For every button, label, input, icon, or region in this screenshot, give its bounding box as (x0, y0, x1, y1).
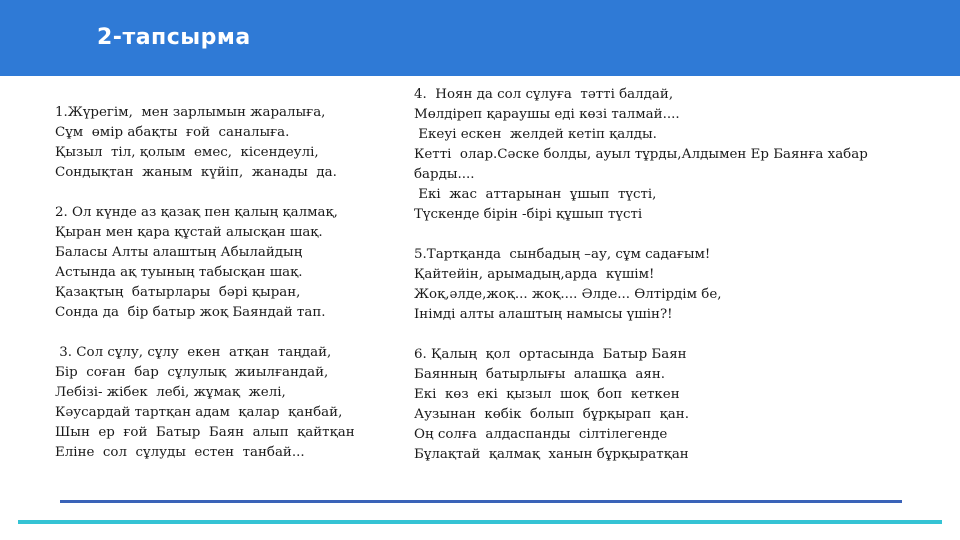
verse-line: Баласы Алты алаштың Абылайдың (55, 245, 303, 260)
verse-line: Қайтейін, арымадың,арда күшім! (414, 267, 655, 282)
verse-5 (414, 245, 914, 325)
verse-gap (414, 225, 914, 245)
verse-line: Қазақтың батырлары бәрі қыран, (55, 285, 301, 300)
slide-title: 2-тапсырма (97, 25, 251, 50)
poem-right-column (414, 85, 914, 465)
poem-left-column (55, 103, 395, 463)
verse-line: Сонда да бір батыр жоқ Баяндай тап. (55, 305, 326, 320)
verse-line: Оң солға алдаспанды сілтілегенде (414, 427, 668, 442)
footer-divider-teal (18, 520, 942, 524)
verse-line: 6. Қалың қол ортасында Батыр Баян (414, 347, 687, 362)
verse-line: Жоқ,әлде,жоқ... жоқ.... Әлде... Өлтірдім бе, (414, 287, 722, 302)
verse-line: Екеуі ескен желдей кетіп қалды. (414, 127, 657, 142)
verse-gap (55, 323, 395, 343)
verse-6 (414, 345, 914, 465)
verse-line: Кәусардай тартқан адам қалар қанбай, (55, 405, 343, 420)
verse-line: Аузынан көбік болып бұрқырап қан. (414, 407, 689, 422)
verse-line: Лебізі- жібек лебі, жұмақ желі, (55, 385, 286, 400)
verse-line: 1.Жүрегім, мен зарлымын жаралыға, (55, 105, 326, 120)
verse-3 (55, 343, 395, 463)
footer-divider-blue (60, 500, 902, 503)
verse-line: Екі көз екі қызыл шоқ боп кеткен (414, 387, 680, 402)
verse-line: Кетті олар.Сәске болды, ауыл тұрды,Алдымен Ер Баянға хабар (414, 147, 868, 162)
verse-line: Сұм өмір абақты ғой саналыға. (55, 125, 290, 140)
verse-line: Еліне сол сұлуды естен танбай... (55, 445, 305, 460)
verse-line: Сондықтан жаным күйіп, жанады да. (55, 165, 337, 180)
verse-line: Шын ер ғой Батыр Баян алып қайтқан (55, 425, 355, 440)
verse-line: 3. Сол сұлу, сұлу екен атқан таңдай, (55, 345, 332, 360)
verse-line: барды.... (414, 167, 475, 182)
verse-line: Түскенде бірін -бірі құшып түсті (414, 207, 643, 222)
verse-line: Мөлдіреп қараушы еді көзі талмай.... (414, 107, 680, 122)
verse-line: 5.Тартқанда сынбадың –ау, сұм садағым! (414, 247, 711, 262)
verse-gap (55, 183, 395, 203)
verse-line: Екі жас аттарынан ұшып түсті, (414, 187, 657, 202)
verse-line: Бұлақтай қалмақ ханын бұрқыратқан (414, 447, 689, 462)
verse-line: Бір соған бар сұлулық жиылғандай, (55, 365, 329, 380)
verse-line: Қызыл тіл, қолым емес, кісендеулі, (55, 145, 319, 160)
verse-gap (414, 325, 914, 345)
verse-line: Інімді алты алаштың намысы үшін?! (414, 307, 673, 322)
title-banner (0, 0, 960, 76)
verse-1 (55, 103, 395, 183)
verse-4 (414, 85, 914, 225)
verse-line: Астында ақ туының табысқан шақ. (55, 265, 303, 280)
verse-line: 2. Ол күнде аз қазақ пен қалың қалмақ, (55, 205, 338, 220)
verse-line: Қыран мен қара құстай алысқан шақ. (55, 225, 323, 240)
verse-line: Баянның батырлығы алашқа аян. (414, 367, 666, 382)
verse-2 (55, 203, 395, 323)
verse-line: 4. Ноян да сол сұлуға тәтті балдай, (414, 87, 674, 102)
